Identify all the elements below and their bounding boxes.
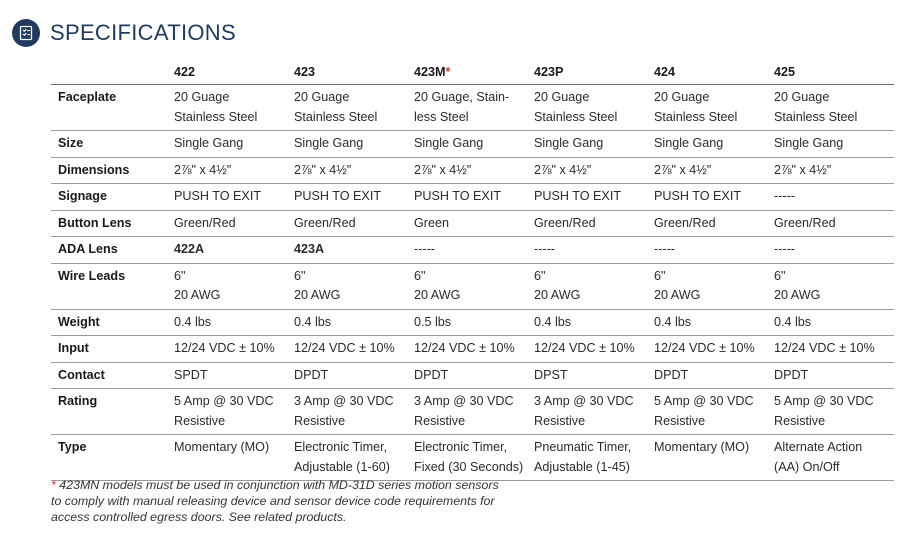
cell-line: Single Gang	[294, 136, 364, 150]
table-cell	[294, 210, 414, 237]
cell-line: Single Gang	[654, 136, 724, 150]
table-cell	[414, 435, 534, 481]
cell-line: Electronic Timer,	[294, 440, 388, 454]
cell-line: Green/Red	[294, 215, 356, 230]
cell-line: Resistive	[774, 413, 826, 428]
cell-line: Green	[414, 215, 450, 230]
table-cell	[534, 210, 654, 237]
cell-line: Resistive	[414, 413, 466, 428]
cell-line: 3 Amp @ 30 VDC	[414, 394, 514, 408]
column-header: 425	[774, 60, 894, 85]
page-title: SPECIFICATIONS	[50, 20, 236, 45]
row-label: Wire Leads	[51, 263, 174, 309]
cell-line: Resistive	[654, 413, 706, 428]
table-cell	[774, 389, 894, 435]
table-row	[51, 263, 894, 309]
cell-line: 20 AWG	[534, 288, 581, 302]
cell-line: Resistive	[534, 413, 586, 428]
cell-line: 20 AWG	[654, 288, 701, 302]
cell-line: PUSH TO EXIT	[414, 189, 502, 203]
table-cell	[654, 210, 774, 237]
table-cell	[174, 237, 294, 264]
cell-line: SPDT	[174, 367, 208, 382]
table-cell	[534, 131, 654, 158]
cell-line: DPDT	[294, 367, 329, 382]
cell-line: 20 Guage	[534, 90, 590, 104]
footnote-line: * 423MN models must be used in conjunction with MD-31D series motion sensors	[51, 478, 499, 492]
cell-line: Momentary (MO)	[174, 440, 270, 454]
cell-line: Green/Red	[654, 215, 716, 230]
table-row	[51, 435, 894, 481]
cell-line: 6"	[414, 268, 426, 283]
cell-line: 20 Guage	[294, 90, 350, 104]
cell-line: PUSH TO EXIT	[294, 189, 382, 203]
table-cell	[654, 389, 774, 435]
cell-line: 0.4 lbs	[654, 314, 692, 329]
table-cell	[774, 184, 894, 211]
cell-line: 2⅞" x 4½"	[414, 162, 472, 177]
cell-line: Adjustable (1-60)	[294, 459, 390, 474]
cell-line: Green/Red	[174, 215, 236, 230]
cell-line: PUSH TO EXIT	[534, 189, 622, 203]
table-cell	[414, 184, 534, 211]
table-cell	[654, 157, 774, 184]
cell-line: 12/24 VDC ± 10%	[294, 341, 395, 355]
cell-line: 422A	[174, 242, 205, 256]
table-row	[51, 362, 894, 389]
cell-line: Stainless Steel	[534, 109, 618, 124]
table-cell	[654, 309, 774, 336]
table-cell	[654, 85, 774, 131]
cell-line: DPDT	[774, 367, 809, 382]
table-cell	[774, 263, 894, 309]
cell-line: 12/24 VDC ± 10%	[774, 341, 875, 355]
table-cell	[174, 362, 294, 389]
table-row	[51, 309, 894, 336]
cell-line: -----	[654, 242, 675, 256]
cell-line: Fixed (30 Seconds)	[414, 459, 524, 474]
row-label: Rating	[51, 389, 174, 435]
column-header: 423	[294, 60, 414, 85]
cell-line: 6"	[174, 268, 186, 283]
table-cell	[534, 184, 654, 211]
table-cell	[534, 237, 654, 264]
table-cell	[534, 336, 654, 363]
table-cell	[174, 157, 294, 184]
table-cell	[774, 309, 894, 336]
table-cell	[774, 210, 894, 237]
table-cell	[294, 435, 414, 481]
cell-line: 20 Guage	[654, 90, 710, 104]
table-row	[51, 210, 894, 237]
table-row	[51, 85, 894, 131]
row-label: ADA Lens	[51, 237, 174, 264]
table-cell	[414, 85, 534, 131]
cell-line: Single Gang	[774, 136, 844, 150]
table-row	[51, 336, 894, 363]
table-cell	[414, 157, 534, 184]
cell-line: Electronic Timer,	[414, 440, 508, 454]
table-cell	[534, 263, 654, 309]
footnote-line: access controlled egress doors. See related products.	[51, 510, 347, 524]
table-cell	[294, 263, 414, 309]
cell-line: 2⅞" x 4½"	[774, 162, 832, 177]
table-cell	[654, 131, 774, 158]
cell-line: 20 AWG	[414, 288, 461, 302]
footnote	[51, 477, 571, 525]
table-cell	[294, 309, 414, 336]
footnote-line: to comply with manual releasing device and sensor device code requirements for	[51, 494, 495, 508]
table-cell	[174, 85, 294, 131]
cell-line: 2⅞" x 4½"	[654, 162, 712, 177]
cell-line: 20 AWG	[774, 288, 821, 302]
cell-line: 2⅞" x 4½"	[534, 162, 592, 177]
checklist-icon	[12, 19, 40, 47]
cell-line: 5 Amp @ 30 VDC	[654, 394, 754, 408]
cell-line: Resistive	[294, 413, 346, 428]
cell-line: Stainless Steel	[654, 109, 738, 124]
table-cell	[294, 362, 414, 389]
cell-line: -----	[414, 242, 435, 256]
cell-line: (AA) On/Off	[774, 459, 840, 474]
table-cell	[174, 210, 294, 237]
cell-line: 12/24 VDC ± 10%	[654, 341, 755, 355]
table-cell	[174, 435, 294, 481]
table-cell	[294, 131, 414, 158]
cell-line: Green/Red	[774, 215, 836, 230]
row-label: Contact	[51, 362, 174, 389]
table-cell	[534, 362, 654, 389]
cell-line: 12/24 VDC ± 10%	[174, 341, 275, 355]
cell-line: PUSH TO EXIT	[174, 189, 262, 203]
cell-line: 2⅞" x 4½"	[294, 162, 352, 177]
cell-line: 6"	[654, 268, 666, 283]
cell-line: Stainless Steel	[294, 109, 378, 124]
cell-line: Single Gang	[414, 136, 484, 150]
table-cell	[654, 237, 774, 264]
cell-line: 20 Guage, Stain-	[414, 90, 510, 104]
cell-line: 6"	[774, 268, 786, 283]
table-row	[51, 157, 894, 184]
table-cell	[534, 157, 654, 184]
asterisk-mark: *	[51, 478, 56, 492]
table-cell	[654, 362, 774, 389]
table-cell	[654, 263, 774, 309]
table-cell	[414, 336, 534, 363]
row-label: Size	[51, 131, 174, 158]
table-cell	[414, 389, 534, 435]
table-cell	[414, 309, 534, 336]
cell-line: Momentary (MO)	[654, 440, 750, 454]
table-cell	[774, 435, 894, 481]
cell-line: 20 AWG	[294, 288, 341, 302]
cell-line: DPDT	[414, 367, 449, 382]
column-header: 422	[174, 60, 294, 85]
column-header: 423P	[534, 60, 654, 85]
cell-line: 5 Amp @ 30 VDC	[174, 394, 274, 408]
table-cell	[294, 157, 414, 184]
column-header: 424	[654, 60, 774, 85]
cell-line: Pneumatic Timer,	[534, 440, 632, 454]
cell-line: DPDT	[654, 367, 689, 382]
table-row	[51, 184, 894, 211]
table-cell	[774, 157, 894, 184]
column-header: 423M*	[414, 60, 534, 85]
cell-line: Stainless Steel	[174, 109, 258, 124]
table-cell	[294, 389, 414, 435]
table-cell	[174, 263, 294, 309]
table-cell	[414, 131, 534, 158]
table-cell	[414, 237, 534, 264]
cell-line: Stainless Steel	[774, 109, 858, 124]
table-cell	[654, 184, 774, 211]
row-label: Button Lens	[51, 210, 174, 237]
cell-line: 3 Amp @ 30 VDC	[294, 394, 394, 408]
cell-line: 20 AWG	[174, 288, 221, 302]
page-header	[12, 17, 236, 49]
table-row	[51, 131, 894, 158]
cell-line: 6"	[294, 268, 306, 283]
cell-line: Single Gang	[534, 136, 604, 150]
table-cell	[534, 389, 654, 435]
cell-line: 5 Amp @ 30 VDC	[774, 394, 874, 408]
spec-table-body	[51, 85, 894, 481]
table-cell	[414, 362, 534, 389]
table-cell	[774, 85, 894, 131]
table-cell	[774, 336, 894, 363]
cell-line: Adjustable (1-45)	[534, 459, 630, 474]
corner-cell	[51, 60, 174, 85]
cell-line: Green/Red	[534, 215, 596, 230]
table-cell	[294, 336, 414, 363]
cell-line: 20 Guage	[774, 90, 830, 104]
cell-line: 0.5 lbs	[414, 314, 452, 329]
row-label: Signage	[51, 184, 174, 211]
cell-line: Resistive	[174, 413, 226, 428]
table-cell	[774, 362, 894, 389]
cell-line: 423A	[294, 242, 325, 256]
table-cell	[414, 210, 534, 237]
table-cell	[534, 435, 654, 481]
row-label: Dimensions	[51, 157, 174, 184]
table-cell	[414, 263, 534, 309]
table-cell	[294, 184, 414, 211]
cell-line: 0.4 lbs	[534, 314, 572, 329]
table-cell	[174, 309, 294, 336]
cell-line: 0.4 lbs	[294, 314, 332, 329]
row-label: Type	[51, 435, 174, 481]
table-cell	[174, 336, 294, 363]
cell-line: 20 Guage	[174, 90, 230, 104]
table-cell	[654, 435, 774, 481]
cell-line: 2⅞" x 4½"	[174, 162, 232, 177]
table-row	[51, 237, 894, 264]
table-cell	[774, 131, 894, 158]
table-cell	[174, 389, 294, 435]
table-cell	[174, 184, 294, 211]
cell-line: 0.4 lbs	[174, 314, 212, 329]
row-label: Input	[51, 336, 174, 363]
table-cell	[294, 85, 414, 131]
cell-line: 3 Amp @ 30 VDC	[534, 394, 634, 408]
cell-line: 0.4 lbs	[774, 314, 812, 329]
cell-line: less Steel	[414, 109, 469, 124]
spec-table	[51, 60, 894, 481]
cell-line: Alternate Action	[774, 440, 863, 454]
cell-line: DPST	[534, 367, 568, 382]
table-cell	[294, 237, 414, 264]
table-cell	[534, 309, 654, 336]
cell-line: -----	[774, 242, 795, 256]
asterisk-mark: *	[445, 65, 451, 79]
table-cell	[174, 131, 294, 158]
table-row	[51, 389, 894, 435]
cell-line: PUSH TO EXIT	[654, 189, 742, 203]
row-label: Faceplate	[51, 85, 174, 131]
cell-line: -----	[534, 242, 555, 256]
table-cell	[534, 85, 654, 131]
table-cell	[654, 336, 774, 363]
cell-line: Single Gang	[174, 136, 244, 150]
cell-line: 12/24 VDC ± 10%	[534, 341, 635, 355]
table-cell	[774, 237, 894, 264]
cell-line: 6"	[534, 268, 546, 283]
cell-line: -----	[774, 189, 795, 203]
row-label: Weight	[51, 309, 174, 336]
cell-line: 12/24 VDC ± 10%	[414, 341, 515, 355]
header-row	[51, 60, 894, 85]
